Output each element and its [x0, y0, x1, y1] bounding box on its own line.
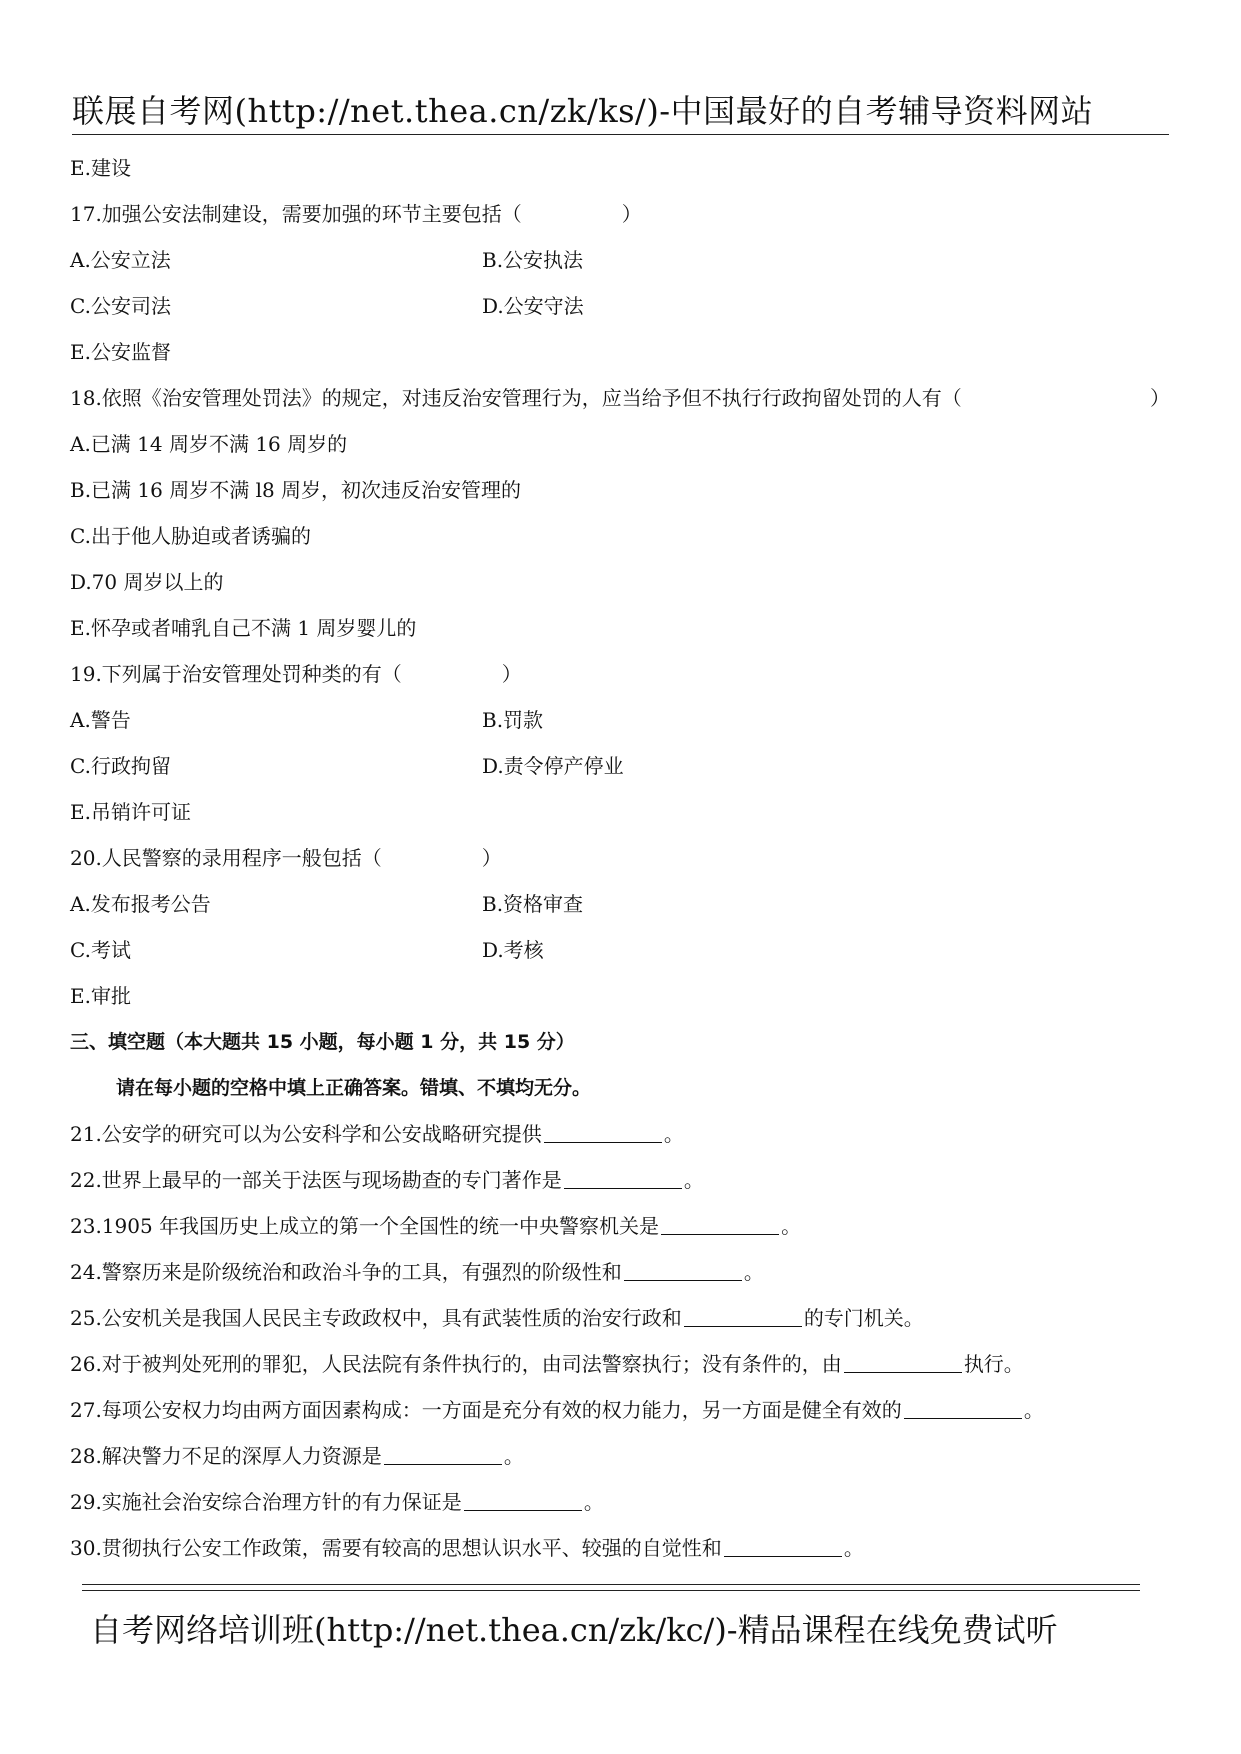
q17-option-b: B.公安执法: [482, 248, 584, 272]
fill-question-text: 30.贯彻执行公安工作政策，需要有较高的思想认识水平、较强的自觉性和: [70, 1536, 722, 1560]
q16-option-e: E.建设: [70, 156, 131, 180]
fill-question-end: 。: [683, 1168, 704, 1192]
q19-options-ab: [70, 700, 1170, 746]
q20-option-d: D.考核: [482, 938, 544, 962]
q17-option-d: D.公安守法: [482, 294, 584, 318]
answer-blank: [661, 1210, 779, 1235]
answer-blank: [384, 1440, 502, 1465]
fill-question-end: 。: [663, 1122, 684, 1146]
answer-blank: [464, 1486, 582, 1511]
fill-question-end: 。: [843, 1536, 864, 1560]
fill-question: [70, 1206, 1170, 1252]
fill-question: [70, 1436, 1170, 1482]
fill-question-text: 21.公安学的研究可以为公安科学和公安战略研究提供: [70, 1122, 542, 1146]
fill-question: [70, 1528, 1170, 1574]
fill-question-end: 。: [583, 1490, 604, 1514]
fill-question-end: 。: [1023, 1398, 1044, 1422]
q18-option-a: A.已满 14 周岁不满 16 周岁的: [70, 432, 348, 456]
q17-option-e: E.公安监督: [70, 340, 171, 364]
q20-option-a: A.发布报考公告: [70, 892, 211, 916]
fill-question-text: 27.每项公安权力均由两方面因素构成：一方面是充分有效的权力能力，另一方面是健全有效的: [70, 1398, 902, 1422]
fill-question-end: 。: [503, 1444, 524, 1468]
fill-question-end: 执行。: [963, 1352, 1024, 1376]
q19-option-a: A.警告: [70, 708, 131, 732]
q18-option-d: D.70 周岁以上的: [70, 570, 224, 594]
q20-options-ab: [70, 884, 1170, 930]
q18-option-e: E.怀孕或者哺乳自己不满 1 周岁婴儿的: [70, 616, 417, 640]
page-header: 联展自考网(http://net.thea.cn/zk/ks/)-中国最好的自考辅导资料网站: [72, 92, 1094, 130]
fill-question-end: 。: [781, 1214, 802, 1238]
exam-content: [70, 148, 1170, 1574]
q19-option-e: E.吊销许可证: [70, 800, 191, 824]
q18-stem: [70, 378, 1170, 424]
q17-stem: 17.加强公安法制建设，需要加强的环节主要包括（ ）: [70, 202, 642, 226]
fill-question: [70, 1298, 1170, 1344]
q18-option-c: C.出于他人胁迫或者诱骗的: [70, 524, 311, 548]
q19-options-cd: [70, 746, 1170, 792]
q20-option-e: E.审批: [70, 984, 131, 1008]
page-footer: 自考网络培训班(http://net.thea.cn/zk/kc/)-精品课程在线免费试听: [90, 1611, 1058, 1649]
fill-question: [70, 1252, 1170, 1298]
q18-option-b: B.已满 16 周岁不满 l8 周岁，初次违反治安管理的: [70, 478, 522, 502]
answer-blank: [544, 1118, 662, 1143]
q20-stem: 20.人民警察的录用程序一般包括（ ）: [70, 846, 502, 870]
q18-stem-close: ）: [1150, 386, 1170, 410]
section3-title: 三、填空题（本大题共 15 小题，每小题 1 分，共 15 分）: [70, 1031, 575, 1053]
fill-question: [70, 1482, 1170, 1528]
answer-blank: [624, 1256, 742, 1281]
fill-question-text: 22.世界上最早的一部关于法医与现场勘查的专门著作是: [70, 1168, 562, 1192]
answer-blank: [904, 1394, 1022, 1419]
fill-question: [70, 1114, 1170, 1160]
fill-question-text: 28.解决警力不足的深厚人力资源是: [70, 1444, 382, 1468]
q19-stem: 19.下列属于治安管理处罚种类的有（ ）: [70, 662, 522, 686]
footer-divider-top: [82, 1584, 1140, 1585]
fill-question-text: 23.1905 年我国历史上成立的第一个全国性的统一中央警察机关是: [70, 1214, 660, 1238]
section3-instruction: 请在每小题的空格中填上正确答案。错填、不填均无分。: [116, 1077, 592, 1099]
q19-option-b: B.罚款: [482, 708, 544, 732]
q19-option-c: C.行政拘留: [70, 754, 171, 778]
fill-question-text: 29.实施社会治安综合治理方针的有力保证是: [70, 1490, 462, 1514]
fill-question: [70, 1390, 1170, 1436]
footer-divider-bottom: [82, 1590, 1140, 1591]
q17-option-c: C.公安司法: [70, 294, 171, 318]
fill-question-text: 25.公安机关是我国人民民主专政政权中，具有武装性质的治安行政和: [70, 1306, 682, 1330]
q20-option-c: C.考试: [70, 938, 131, 962]
q20-option-b: B.资格审查: [482, 892, 584, 916]
answer-blank: [724, 1532, 842, 1557]
q19-option-d: D.责令停产停业: [482, 754, 624, 778]
q20-options-cd: [70, 930, 1170, 976]
fill-question-end: 的专门机关。: [803, 1306, 924, 1330]
fill-question-text: 24.警察历来是阶级统治和政治斗争的工具，有强烈的阶级性和: [70, 1260, 622, 1284]
q17-options-cd: [70, 286, 1170, 332]
fill-question-text: 26.对于被判处死刑的罪犯，人民法院有条件执行的，由司法警察执行；没有条件的，由: [70, 1352, 842, 1376]
answer-blank: [564, 1164, 682, 1189]
answer-blank: [684, 1302, 802, 1327]
q17-option-a: A.公安立法: [70, 248, 171, 272]
q17-options-ab: [70, 240, 1170, 286]
q18-stem-text: 18.依照《治安管理处罚法》的规定，对违反治安管理行为，应当给予但不执行行政拘留处罚的人有（: [70, 386, 962, 410]
fill-question-end: 。: [743, 1260, 764, 1284]
answer-blank: [844, 1348, 962, 1373]
fill-question: [70, 1344, 1170, 1390]
fill-question: [70, 1160, 1170, 1206]
header-divider: [72, 134, 1169, 135]
